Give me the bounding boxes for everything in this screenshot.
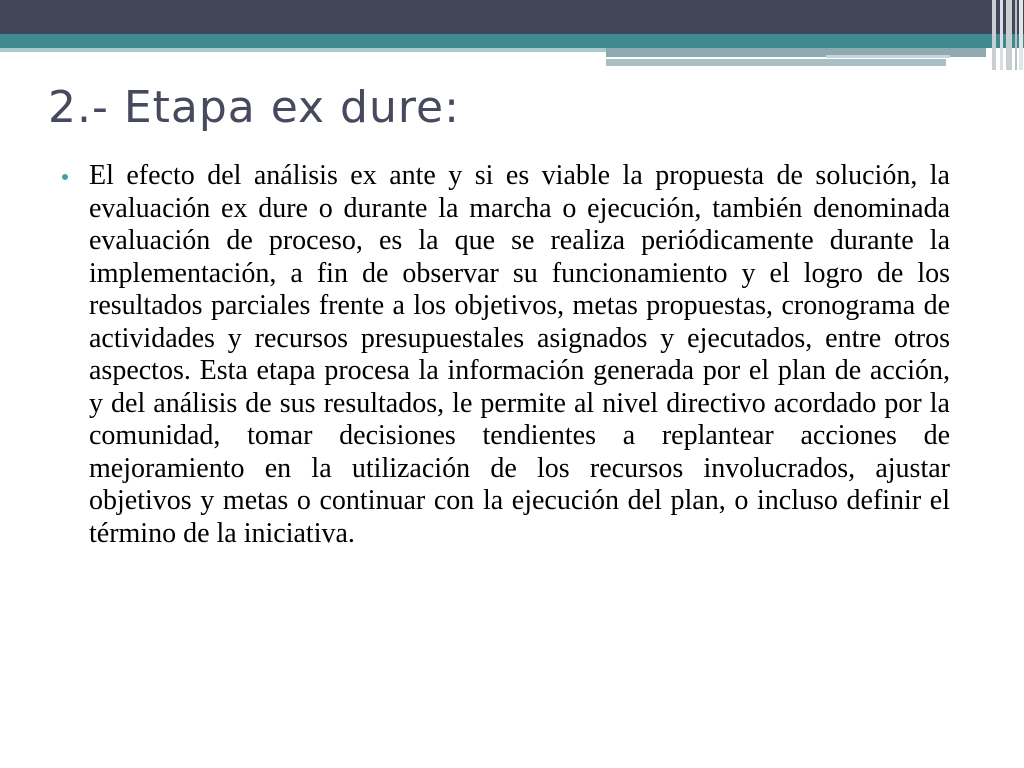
header-vertical-stripes xyxy=(990,0,1024,70)
header-teal-band xyxy=(0,34,1024,48)
header-accent-line xyxy=(826,55,950,58)
header-light-line xyxy=(0,48,606,52)
slide-title: 2.- Etapa ex dure: xyxy=(48,82,460,133)
header-accent-bar-lower xyxy=(606,59,946,66)
bullet-item xyxy=(62,160,950,550)
bullet-dot-icon xyxy=(62,174,68,180)
bullet-list xyxy=(62,160,950,550)
bullet-text: El efecto del análisis ex ante y si es viable la propuesta de solución, la evaluación ex dure o durante la marcha o ejecución, también denominada evaluación de proceso, es la que se realiza periódicamente durante la implementación, a fin de observar su funcionamiento y el logro de los resultados parciales frente a los objetivos, metas propuestas, cronograma de actividades y recursos presupuestales asignados y ejecutados, entre otros aspectos. Esta etapa procesa la información generada por el plan de acción, y del análisis de sus resultados, le permite al nivel directivo acordado por la comunidad, tomar decisiones tendientes a replantear acciones de mejoramiento en la utilización de los recursos involucrados, ajustar objetivos y metas o continuar con la ejecución del plan, o incluso definir el término de la iniciativa. xyxy=(89,160,950,549)
header-dark-band xyxy=(0,0,1024,34)
